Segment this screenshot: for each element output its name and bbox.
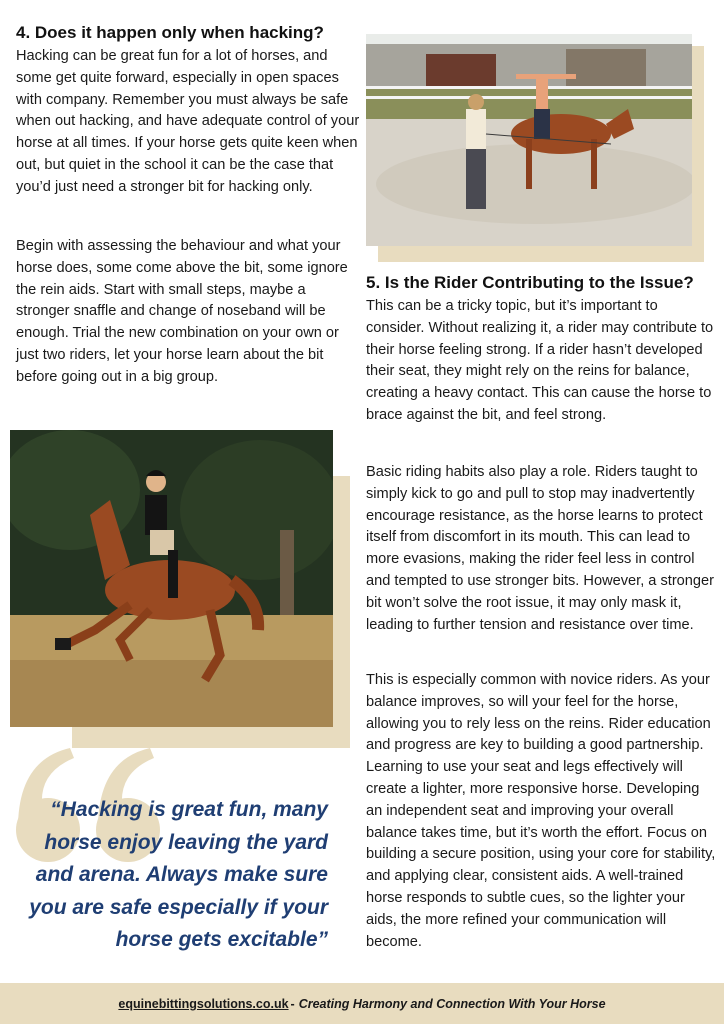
section-4-paragraph-2: Begin with assessing the behaviour and what your horse does, some come above the bit, some ignore the rein aids. Start with small steps, maybe a stronger snaffle and change of noseband will be enough. Trial the new combination on your own or just two riders, let your horse learn about the bit before going out in a big group. — [16, 238, 348, 385]
footer-separator: - — [290, 996, 295, 1011]
footer-bar — [0, 983, 724, 1024]
footer-tagline: Creating Harmony and Connection With Your Horse — [298, 996, 606, 1011]
section-4-paragraph-1: Hacking can be great fun for a lot of horses, and some get quite forward, especially in open spaces with company. Remember you must always be safe when out hacking, and have adequate control of your horse at all times. If your horse gets quite keen when out, but quiet in the school it can be the case that you’d just need a stronger bit for hacking only. — [16, 48, 360, 195]
section-5-paragraph-2: Basic riding habits also play a role. Riders taught to simply kick to go and pull to stop may inadvertently encourage resistance, as the horse learns to protect itself from discomfort in its mouth. This can lead to more evasions, making the rider feel less in control and tempted to use stronger bits. However, a stronger bit won’t solve the root issue, it may only mask it, leading to further tension and resistance over time. — [366, 464, 715, 633]
section-5-paragraph-3: This is especially common with novice riders. As your balance improves, so will your feel for the horse, allowing you to rely less on the reins. Rider education and progress are key to building a good partnership. Learning to use your seat and legs effectively will create a lighter, more responsive horse. Developing an independent seat and improving your overall balance takes time, but it’s worth the effort. Focus on building a secure position, using your core for stability, and applying clear, consistent aids. A well-trained horse responds to subtle cues, so the lighter your aids, the more refined your communication will become. — [366, 672, 716, 950]
section-5-paragraph-1: This can be a tricky topic, but it’s important to consider. Without realizing it, a rider may contribute to their horse feeling strong. If a rider hasn’t developed their seat, they might rely on the reins for balance, creating a heavy contact. This can cause the horse to brace against the bit, and feel strong. — [366, 298, 714, 423]
website-link[interactable]: equinebittingsolutions.co.uk — [118, 996, 289, 1011]
cantering-horse-photo — [10, 430, 333, 727]
lunge-lesson-photo — [366, 34, 692, 246]
pull-quote: “Hacking is great fun, many horse enjoy leaving the yard and arena. Always make sure you are safe especially if your horse gets excitable” — [29, 798, 328, 951]
section-4-heading: 4. Does it happen only when hacking? — [16, 23, 324, 42]
section-5-heading: 5. Is the Rider Contributing to the Issue? — [366, 273, 694, 292]
